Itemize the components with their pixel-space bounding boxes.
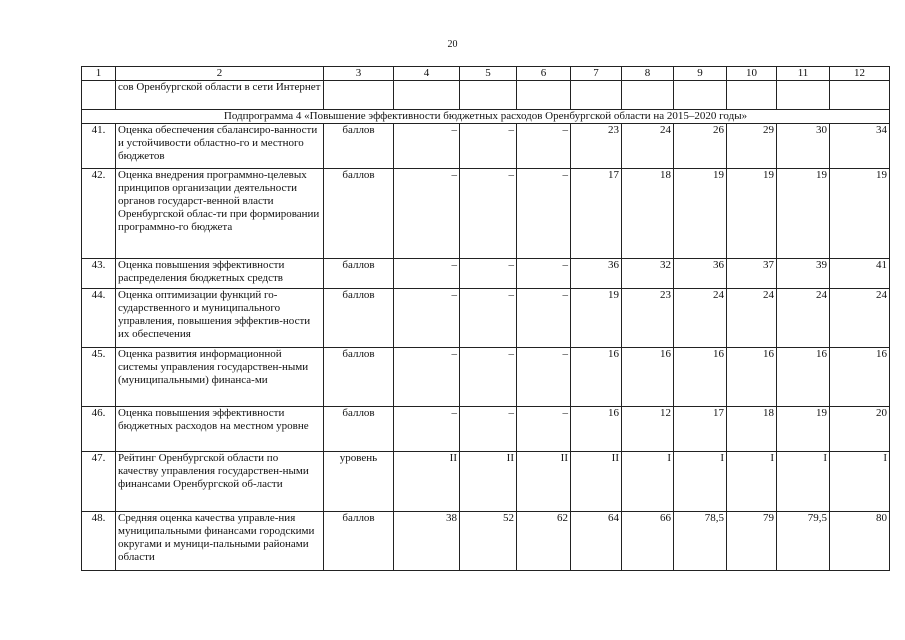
value-cell: I [777,452,830,512]
value-cell: 41 [830,259,890,289]
unit-cell: баллов [324,124,394,169]
row-number-cell: 44. [82,289,116,348]
value-cell: – [460,259,517,289]
value-cell: I [674,452,727,512]
value-cell: – [517,169,571,259]
unit-cell: баллов [324,407,394,452]
continuation-num-cell [82,81,116,110]
column-number-cell: 7 [571,67,622,81]
value-cell: II [517,452,571,512]
value-cell: II [394,452,460,512]
value-cell: 36 [674,259,727,289]
value-cell: 16 [571,407,622,452]
value-cell: 23 [571,124,622,169]
continuation-name-cell: сов Оренбургской области в сети Интернет [116,81,324,110]
row-number-cell: 46. [82,407,116,452]
table-row [82,348,890,407]
value-cell: II [460,452,517,512]
column-number-cell: 6 [517,67,571,81]
continuation-row [82,81,890,110]
value-cell: 18 [622,169,674,259]
indicator-name-cell: Рейтинг Оренбургской области по качеству управления государствен-ными финансами Оренбургской об-ласти [116,452,324,512]
unit-cell: уровень [324,452,394,512]
indicator-name-cell: Оценка повышения эффективности бюджетных расходов на местном уровне [116,407,324,452]
empty-cell [394,81,460,110]
column-number-cell: 8 [622,67,674,81]
table-row [82,407,890,452]
row-number-cell: 47. [82,452,116,512]
value-cell: 80 [830,512,890,571]
empty-cell [460,81,517,110]
value-cell: – [517,289,571,348]
value-cell: 30 [777,124,830,169]
value-cell: 17 [571,169,622,259]
value-cell: – [394,348,460,407]
value-cell: 64 [571,512,622,571]
value-cell: – [460,289,517,348]
value-cell: 16 [830,348,890,407]
value-cell: 18 [727,407,777,452]
value-cell: 19 [777,407,830,452]
value-cell: 62 [517,512,571,571]
column-number-cell: 11 [777,67,830,81]
value-cell: 79,5 [777,512,830,571]
table-row [82,512,890,571]
value-cell: – [394,289,460,348]
table-row [82,452,890,512]
value-cell: – [517,259,571,289]
value-cell: 24 [674,289,727,348]
value-cell: 16 [777,348,830,407]
value-cell: I [830,452,890,512]
value-cell: 24 [830,289,890,348]
value-cell: – [394,169,460,259]
empty-cell [571,81,622,110]
value-cell: I [622,452,674,512]
empty-cell [727,81,777,110]
value-cell: 26 [674,124,727,169]
subprogram-title: Подпрограмма 4 «Повышение эффективности бюджетных расходов Оренбургской области на 2015–2020 годы» [82,110,890,124]
empty-cell [777,81,830,110]
indicator-name-cell: Оценка обеспечения сбалансиро-ванности и устойчивости областно-го и местного бюджетов [116,124,324,169]
value-cell: – [460,169,517,259]
indicator-name-cell: Оценка внедрения программно-целевых принципов организации деятельности органов государст-венной власти Оренбургской облас-ти при формировании программно-го бюджета [116,169,324,259]
column-number-cell: 3 [324,67,394,81]
row-number-cell: 41. [82,124,116,169]
value-cell: 19 [830,169,890,259]
column-number-cell: 10 [727,67,777,81]
unit-cell: баллов [324,512,394,571]
value-cell: 78,5 [674,512,727,571]
table-row [82,169,890,259]
column-number-header-row [82,67,890,81]
value-cell: 16 [571,348,622,407]
value-cell: 34 [830,124,890,169]
value-cell: I [727,452,777,512]
value-cell: 24 [622,124,674,169]
indicator-table [81,66,890,571]
value-cell: – [460,348,517,407]
value-cell: 19 [674,169,727,259]
indicator-name-cell: Средняя оценка качества управле-ния муниципальными финансами городскими округами и муници-пальными районами области [116,512,324,571]
value-cell: 24 [777,289,830,348]
column-number-cell: 1 [82,67,116,81]
value-cell: 38 [394,512,460,571]
row-number-cell: 42. [82,169,116,259]
column-number-cell: 12 [830,67,890,81]
value-cell: 19 [571,289,622,348]
indicator-name-cell: Оценка оптимизации функций го-сударственного и муниципального управления, повышения эффектив-ности их обеспечения [116,289,324,348]
column-number-cell: 4 [394,67,460,81]
column-number-cell: 9 [674,67,727,81]
empty-cell [674,81,727,110]
value-cell: 20 [830,407,890,452]
value-cell: 79 [727,512,777,571]
indicator-name-cell: Оценка развития информационной системы управления государствен-ными (муниципальными) финанса-ми [116,348,324,407]
value-cell: 29 [727,124,777,169]
value-cell: 36 [571,259,622,289]
page-number: 20 [447,39,458,50]
value-cell: 16 [674,348,727,407]
value-cell: 19 [727,169,777,259]
value-cell: 39 [777,259,830,289]
table-row [82,124,890,169]
empty-cell [324,81,394,110]
value-cell: – [394,259,460,289]
value-cell: 17 [674,407,727,452]
value-cell: 19 [777,169,830,259]
empty-cell [517,81,571,110]
value-cell: 23 [622,289,674,348]
value-cell: – [517,124,571,169]
unit-cell: баллов [324,289,394,348]
empty-cell [622,81,674,110]
value-cell: – [394,407,460,452]
table-row [82,289,890,348]
value-cell: – [460,407,517,452]
column-number-cell: 5 [460,67,517,81]
column-number-cell: 2 [116,67,324,81]
value-cell: 32 [622,259,674,289]
unit-cell: баллов [324,348,394,407]
value-cell: 16 [622,348,674,407]
subprogram-row [82,110,890,124]
value-cell: – [394,124,460,169]
row-number-cell: 43. [82,259,116,289]
row-number-cell: 48. [82,512,116,571]
table-row [82,259,890,289]
value-cell: 24 [727,289,777,348]
row-number-cell: 45. [82,348,116,407]
value-cell: – [460,124,517,169]
unit-cell: баллов [324,169,394,259]
empty-cell [830,81,890,110]
value-cell: 66 [622,512,674,571]
unit-cell: баллов [324,259,394,289]
value-cell: 12 [622,407,674,452]
value-cell: II [571,452,622,512]
value-cell: 16 [727,348,777,407]
value-cell: 52 [460,512,517,571]
value-cell: – [517,407,571,452]
indicator-name-cell: Оценка повышения эффективности распределения бюджетных средств [116,259,324,289]
value-cell: 37 [727,259,777,289]
value-cell: – [517,348,571,407]
